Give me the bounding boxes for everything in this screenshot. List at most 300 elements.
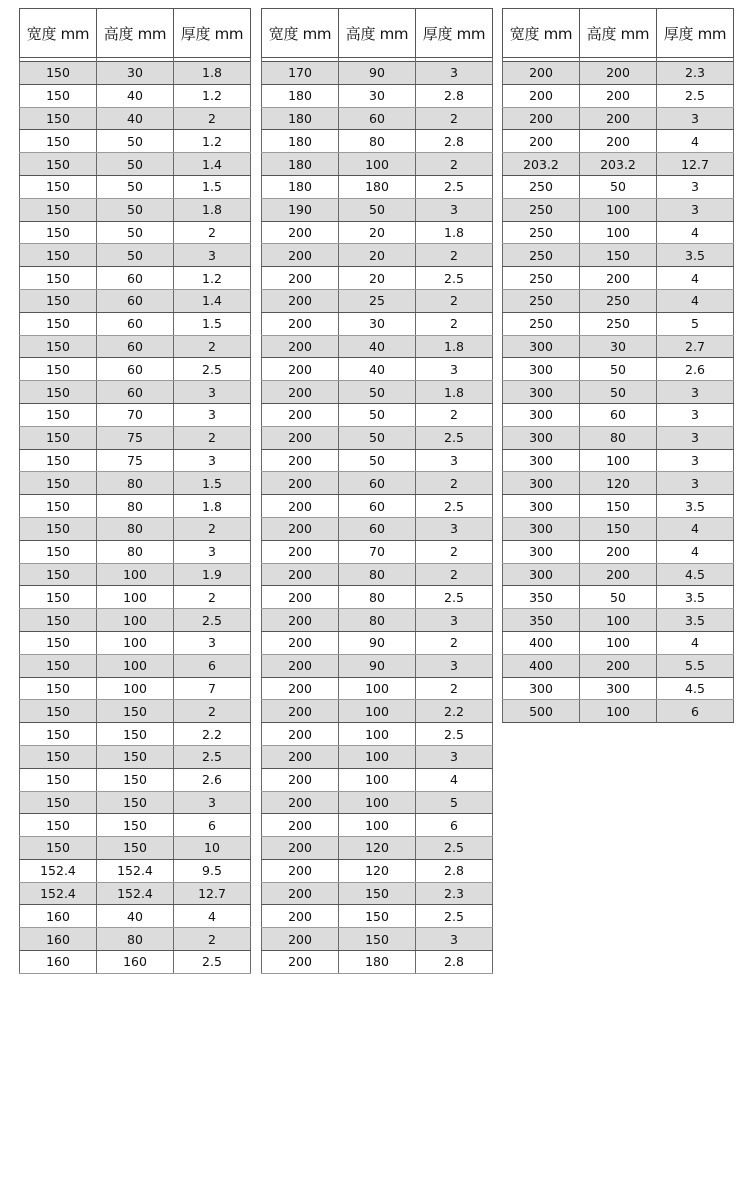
cell-width: 150 xyxy=(20,791,97,814)
table-row xyxy=(262,358,493,381)
table-row xyxy=(262,951,493,974)
cell-width: 200 xyxy=(262,403,339,426)
cell-thickness: 2 xyxy=(174,517,251,540)
cell-width: 200 xyxy=(262,563,339,586)
cell-width: 300 xyxy=(503,403,580,426)
cell-width: 300 xyxy=(503,677,580,700)
cell-height: 50 xyxy=(97,221,174,244)
cell-width: 150 xyxy=(20,267,97,290)
cell-height: 50 xyxy=(97,175,174,198)
cell-height: 150 xyxy=(97,814,174,837)
cell-thickness: 3 xyxy=(657,381,734,404)
cell-thickness: 2.5 xyxy=(416,586,493,609)
cell-thickness: 1.8 xyxy=(174,198,251,221)
cell-thickness: 4 xyxy=(657,267,734,290)
cell-height: 152.4 xyxy=(97,882,174,905)
cell-width: 300 xyxy=(503,426,580,449)
cell-width: 200 xyxy=(262,495,339,518)
cell-thickness: 3 xyxy=(657,426,734,449)
cell-width: 300 xyxy=(503,449,580,472)
table-row xyxy=(262,62,493,85)
cell-width: 150 xyxy=(20,814,97,837)
table-row xyxy=(20,586,251,609)
cell-thickness: 2.5 xyxy=(416,723,493,746)
table-row xyxy=(20,289,251,312)
cell-thickness: 2.8 xyxy=(416,859,493,882)
cell-width: 200 xyxy=(262,677,339,700)
table-row xyxy=(262,745,493,768)
cell-thickness: 2.8 xyxy=(416,951,493,974)
cell-height: 120 xyxy=(580,472,657,495)
cell-height: 100 xyxy=(580,221,657,244)
cell-height: 40 xyxy=(97,107,174,130)
cell-thickness: 2.5 xyxy=(657,84,734,107)
cell-thickness: 2.5 xyxy=(174,609,251,632)
table-row xyxy=(262,267,493,290)
cell-width: 200 xyxy=(262,472,339,495)
cell-thickness: 2.5 xyxy=(416,426,493,449)
cell-width: 150 xyxy=(20,631,97,654)
table-row xyxy=(262,107,493,130)
cell-thickness: 2 xyxy=(416,677,493,700)
cell-height: 200 xyxy=(580,130,657,153)
table-row xyxy=(20,472,251,495)
cell-thickness: 2.5 xyxy=(416,837,493,860)
cell-height: 150 xyxy=(339,928,416,951)
cell-height: 100 xyxy=(580,700,657,723)
cell-width: 200 xyxy=(262,358,339,381)
cell-height: 160 xyxy=(97,951,174,974)
table-row xyxy=(20,882,251,905)
cell-height: 90 xyxy=(339,654,416,677)
table-row xyxy=(503,175,734,198)
table-row xyxy=(20,335,251,358)
cell-height: 75 xyxy=(97,449,174,472)
cell-width: 190 xyxy=(262,198,339,221)
cell-width: 200 xyxy=(262,221,339,244)
cell-width: 150 xyxy=(20,540,97,563)
cell-thickness: 2 xyxy=(416,244,493,267)
cell-height: 100 xyxy=(97,609,174,632)
cell-height: 250 xyxy=(580,289,657,312)
cell-height: 150 xyxy=(580,495,657,518)
table-row xyxy=(20,540,251,563)
cell-height: 40 xyxy=(97,84,174,107)
table-row xyxy=(20,403,251,426)
col-header-thickness: 厚度 mm xyxy=(174,9,251,58)
cell-height: 200 xyxy=(580,62,657,85)
table-row xyxy=(20,153,251,176)
table-row xyxy=(20,745,251,768)
cell-thickness: 4 xyxy=(657,631,734,654)
cell-height: 50 xyxy=(339,381,416,404)
cell-width: 150 xyxy=(20,244,97,267)
cell-width: 150 xyxy=(20,677,97,700)
cell-thickness: 4 xyxy=(657,540,734,563)
cell-thickness: 4 xyxy=(657,517,734,540)
cell-height: 60 xyxy=(97,381,174,404)
cell-thickness: 3 xyxy=(174,791,251,814)
cell-width: 300 xyxy=(503,563,580,586)
cell-thickness: 2 xyxy=(416,403,493,426)
table-row xyxy=(20,563,251,586)
cell-thickness: 6 xyxy=(174,654,251,677)
table-row xyxy=(262,654,493,677)
cell-height: 50 xyxy=(97,244,174,267)
cell-width: 200 xyxy=(262,814,339,837)
table-row xyxy=(503,472,734,495)
cell-thickness: 3 xyxy=(416,62,493,85)
cell-thickness: 2 xyxy=(416,631,493,654)
cell-height: 30 xyxy=(339,84,416,107)
cell-height: 100 xyxy=(97,677,174,700)
cell-thickness: 1.8 xyxy=(416,381,493,404)
table-row xyxy=(262,244,493,267)
cell-thickness: 1.8 xyxy=(174,62,251,85)
cell-thickness: 4 xyxy=(657,130,734,153)
cell-width: 200 xyxy=(262,586,339,609)
cell-width: 150 xyxy=(20,84,97,107)
cell-thickness: 2 xyxy=(416,563,493,586)
cell-thickness: 5 xyxy=(657,312,734,335)
cell-thickness: 10 xyxy=(174,837,251,860)
table-row xyxy=(503,403,734,426)
cell-width: 150 xyxy=(20,221,97,244)
cell-thickness: 2 xyxy=(174,586,251,609)
table-row xyxy=(262,586,493,609)
cell-width: 200 xyxy=(503,107,580,130)
table-row xyxy=(262,905,493,928)
table-row xyxy=(262,928,493,951)
cell-thickness: 2.2 xyxy=(174,723,251,746)
cell-thickness: 3 xyxy=(416,609,493,632)
cell-height: 80 xyxy=(97,472,174,495)
cell-height: 100 xyxy=(97,654,174,677)
cell-thickness: 1.8 xyxy=(416,335,493,358)
cell-height: 80 xyxy=(339,609,416,632)
cell-width: 150 xyxy=(20,403,97,426)
cell-width: 250 xyxy=(503,175,580,198)
cell-width: 152.4 xyxy=(20,859,97,882)
table-row xyxy=(262,495,493,518)
table-row xyxy=(262,221,493,244)
cell-thickness: 4 xyxy=(174,905,251,928)
cell-width: 160 xyxy=(20,905,97,928)
table-row xyxy=(262,700,493,723)
cell-width: 300 xyxy=(503,381,580,404)
cell-width: 250 xyxy=(503,221,580,244)
cell-thickness: 2.6 xyxy=(174,768,251,791)
cell-width: 200 xyxy=(262,540,339,563)
cell-height: 100 xyxy=(339,723,416,746)
cell-width: 152.4 xyxy=(20,882,97,905)
table-row xyxy=(262,335,493,358)
table-row xyxy=(262,540,493,563)
table-row xyxy=(20,381,251,404)
cell-thickness: 2.3 xyxy=(416,882,493,905)
cell-height: 60 xyxy=(339,517,416,540)
table-row xyxy=(262,768,493,791)
cell-height: 50 xyxy=(97,198,174,221)
cell-height: 50 xyxy=(580,175,657,198)
table-row xyxy=(503,381,734,404)
cell-thickness: 2 xyxy=(416,312,493,335)
cell-thickness: 3 xyxy=(416,358,493,381)
cell-width: 180 xyxy=(262,107,339,130)
table-row xyxy=(503,449,734,472)
col-header-height: 高度 mm xyxy=(97,9,174,58)
cell-height: 50 xyxy=(580,586,657,609)
table-row xyxy=(20,358,251,381)
cell-thickness: 6 xyxy=(174,814,251,837)
cell-width: 160 xyxy=(20,928,97,951)
table-row xyxy=(20,905,251,928)
table-row xyxy=(20,517,251,540)
table-row xyxy=(503,426,734,449)
cell-width: 150 xyxy=(20,745,97,768)
col-header-width: 宽度 mm xyxy=(262,9,339,58)
cell-thickness: 3 xyxy=(174,381,251,404)
header-row xyxy=(20,9,251,58)
cell-thickness: 2 xyxy=(416,289,493,312)
table-row xyxy=(262,837,493,860)
cell-thickness: 4 xyxy=(657,289,734,312)
cell-height: 90 xyxy=(339,631,416,654)
cell-height: 70 xyxy=(97,403,174,426)
cell-thickness: 2.7 xyxy=(657,335,734,358)
table-row xyxy=(262,723,493,746)
cell-thickness: 2.5 xyxy=(174,745,251,768)
table-row xyxy=(262,289,493,312)
cell-width: 180 xyxy=(262,84,339,107)
cell-height: 60 xyxy=(97,358,174,381)
cell-width: 200 xyxy=(262,723,339,746)
cell-thickness: 3.5 xyxy=(657,586,734,609)
cell-width: 350 xyxy=(503,609,580,632)
table-row xyxy=(20,198,251,221)
cell-height: 100 xyxy=(97,563,174,586)
table-row xyxy=(20,130,251,153)
cell-thickness: 1.5 xyxy=(174,175,251,198)
cell-width: 200 xyxy=(503,84,580,107)
cell-thickness: 1.4 xyxy=(174,289,251,312)
table-row xyxy=(262,609,493,632)
table-row xyxy=(20,107,251,130)
cell-height: 180 xyxy=(339,951,416,974)
table-row xyxy=(262,84,493,107)
cell-height: 100 xyxy=(339,768,416,791)
cell-thickness: 2.8 xyxy=(416,130,493,153)
cell-width: 200 xyxy=(262,905,339,928)
table-row xyxy=(503,335,734,358)
cell-thickness: 1.5 xyxy=(174,472,251,495)
cell-height: 200 xyxy=(580,654,657,677)
cell-width: 150 xyxy=(20,335,97,358)
cell-thickness: 6 xyxy=(657,700,734,723)
table-row xyxy=(20,312,251,335)
table-row xyxy=(262,563,493,586)
cell-width: 200 xyxy=(503,62,580,85)
table-row xyxy=(262,198,493,221)
cell-height: 90 xyxy=(339,62,416,85)
col-header-height: 高度 mm xyxy=(580,9,657,58)
cell-thickness: 2.6 xyxy=(657,358,734,381)
cell-height: 80 xyxy=(97,495,174,518)
cell-width: 200 xyxy=(262,837,339,860)
table-row xyxy=(20,654,251,677)
cell-height: 50 xyxy=(580,381,657,404)
cell-height: 80 xyxy=(339,130,416,153)
cell-width: 300 xyxy=(503,358,580,381)
table-row xyxy=(262,882,493,905)
cell-height: 50 xyxy=(339,403,416,426)
cell-thickness: 2 xyxy=(174,107,251,130)
table-row xyxy=(20,814,251,837)
cell-width: 200 xyxy=(262,882,339,905)
cell-height: 80 xyxy=(339,563,416,586)
table-row xyxy=(262,175,493,198)
cell-thickness: 2 xyxy=(174,426,251,449)
cell-thickness: 3 xyxy=(416,198,493,221)
cell-width: 150 xyxy=(20,153,97,176)
cell-width: 150 xyxy=(20,495,97,518)
cell-height: 60 xyxy=(97,335,174,358)
cell-height: 60 xyxy=(339,495,416,518)
cell-thickness: 12.7 xyxy=(657,153,734,176)
cell-width: 300 xyxy=(503,472,580,495)
cell-thickness: 5 xyxy=(416,791,493,814)
cell-thickness: 2.5 xyxy=(174,951,251,974)
table-row xyxy=(503,312,734,335)
cell-width: 200 xyxy=(262,928,339,951)
cell-height: 30 xyxy=(97,62,174,85)
table-row xyxy=(20,609,251,632)
table-row xyxy=(20,837,251,860)
cell-width: 200 xyxy=(262,449,339,472)
cell-width: 200 xyxy=(503,130,580,153)
cell-thickness: 3 xyxy=(416,654,493,677)
col-header-width: 宽度 mm xyxy=(20,9,97,58)
cell-thickness: 1.4 xyxy=(174,153,251,176)
cell-width: 150 xyxy=(20,517,97,540)
table-row xyxy=(503,358,734,381)
table-row xyxy=(20,244,251,267)
table-row xyxy=(503,677,734,700)
cell-thickness: 1.8 xyxy=(174,495,251,518)
cell-width: 250 xyxy=(503,198,580,221)
cell-thickness: 3 xyxy=(174,244,251,267)
cell-width: 150 xyxy=(20,312,97,335)
cell-width: 150 xyxy=(20,768,97,791)
cell-height: 20 xyxy=(339,221,416,244)
table-row xyxy=(262,449,493,472)
cell-thickness: 2 xyxy=(416,540,493,563)
cell-thickness: 9.5 xyxy=(174,859,251,882)
cell-width: 150 xyxy=(20,175,97,198)
cell-width: 200 xyxy=(262,381,339,404)
cell-width: 200 xyxy=(262,745,339,768)
cell-thickness: 3 xyxy=(657,175,734,198)
cell-width: 150 xyxy=(20,62,97,85)
table-row xyxy=(503,267,734,290)
cell-width: 200 xyxy=(262,517,339,540)
table-row xyxy=(20,426,251,449)
cell-thickness: 1.2 xyxy=(174,130,251,153)
cell-height: 150 xyxy=(97,700,174,723)
cell-height: 60 xyxy=(339,472,416,495)
cell-thickness: 2.5 xyxy=(416,495,493,518)
cell-height: 100 xyxy=(97,586,174,609)
table-row xyxy=(503,153,734,176)
cell-height: 150 xyxy=(339,905,416,928)
cell-height: 200 xyxy=(580,540,657,563)
header-row xyxy=(503,9,734,58)
cell-thickness: 2.5 xyxy=(416,267,493,290)
cell-height: 60 xyxy=(97,289,174,312)
cell-height: 120 xyxy=(339,859,416,882)
cell-width: 200 xyxy=(262,951,339,974)
cell-thickness: 2.8 xyxy=(416,84,493,107)
cell-height: 60 xyxy=(97,312,174,335)
table-row xyxy=(503,563,734,586)
table-row xyxy=(262,677,493,700)
cell-width: 150 xyxy=(20,130,97,153)
table-row xyxy=(503,540,734,563)
cell-thickness: 3.5 xyxy=(657,244,734,267)
cell-width: 400 xyxy=(503,631,580,654)
table-row xyxy=(503,198,734,221)
cell-height: 150 xyxy=(97,791,174,814)
cell-width: 250 xyxy=(503,289,580,312)
cell-thickness: 3 xyxy=(657,198,734,221)
cell-width: 200 xyxy=(262,312,339,335)
cell-height: 150 xyxy=(97,745,174,768)
cell-thickness: 2 xyxy=(416,107,493,130)
cell-height: 50 xyxy=(339,198,416,221)
cell-thickness: 2.5 xyxy=(416,175,493,198)
cell-height: 200 xyxy=(580,84,657,107)
cell-thickness: 4.5 xyxy=(657,563,734,586)
cell-width: 300 xyxy=(503,495,580,518)
cell-thickness: 3 xyxy=(416,928,493,951)
cell-width: 150 xyxy=(20,586,97,609)
table-row xyxy=(20,495,251,518)
cell-width: 200 xyxy=(262,426,339,449)
cell-height: 203.2 xyxy=(580,153,657,176)
cell-height: 60 xyxy=(339,107,416,130)
table-row xyxy=(20,221,251,244)
cell-height: 100 xyxy=(339,677,416,700)
cell-thickness: 3 xyxy=(174,540,251,563)
cell-thickness: 3 xyxy=(174,631,251,654)
cell-width: 180 xyxy=(262,175,339,198)
cell-width: 150 xyxy=(20,609,97,632)
col-header-thickness: 厚度 mm xyxy=(416,9,493,58)
cell-thickness: 3 xyxy=(657,449,734,472)
cell-height: 40 xyxy=(339,358,416,381)
cell-height: 150 xyxy=(339,882,416,905)
cell-width: 150 xyxy=(20,426,97,449)
table-row xyxy=(20,175,251,198)
table-row xyxy=(262,791,493,814)
cell-height: 20 xyxy=(339,267,416,290)
cell-height: 100 xyxy=(339,791,416,814)
cell-width: 300 xyxy=(503,517,580,540)
table-row xyxy=(20,928,251,951)
table-row xyxy=(262,472,493,495)
cell-height: 80 xyxy=(339,586,416,609)
cell-height: 180 xyxy=(339,175,416,198)
